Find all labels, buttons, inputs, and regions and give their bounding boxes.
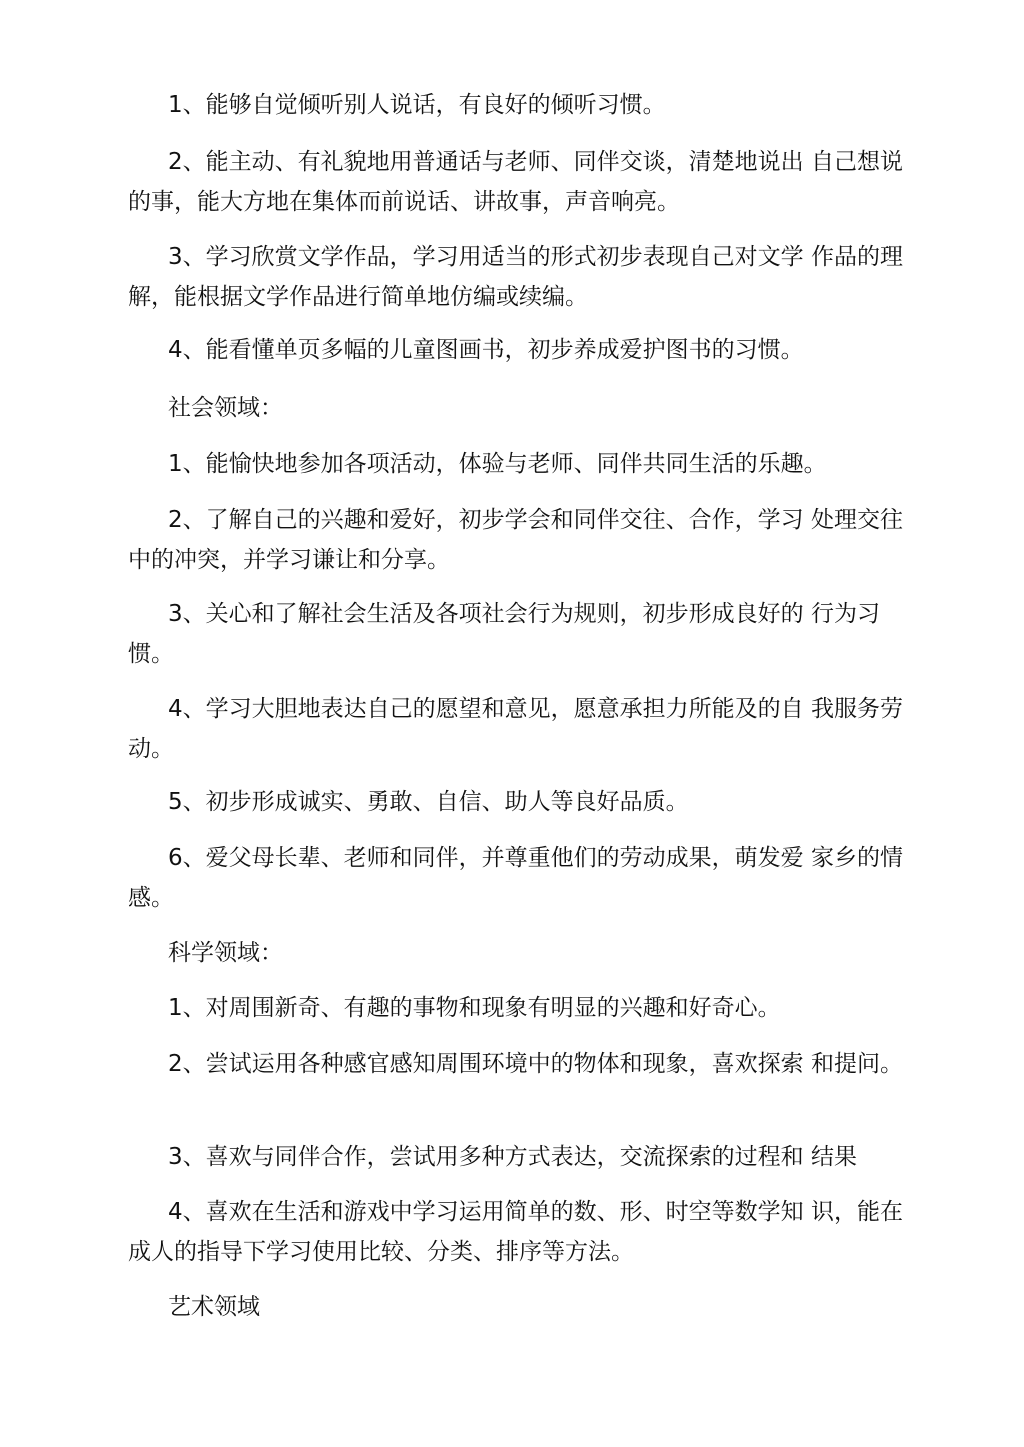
- language-item-2: 2、能主动、有礼貌地用普通话与老师、同伴交谈，清楚地说出 自己想说的事，能大方地在集体而前说话、讲故事，声音响亮。: [128, 149, 903, 215]
- science-item-3: 3、喜欢与同伴合作，尝试用多种方式表达，交流探索的过程和 结果: [168, 1144, 857, 1170]
- science-item-2: 2、尝试运用各种感官感知周围环境中的物体和现象，喜欢探索 和提问。: [168, 1051, 903, 1077]
- science-item-1: 1、对周围新奇、有趣的事物和现象有明显的兴趣和好奇心。: [168, 995, 781, 1021]
- social-item-6: 6、爱父母长辈、老师和同伴，并尊重他们的劳动成果，萌发爱 家乡的情感。: [128, 845, 903, 911]
- science-heading: 科学领域：: [168, 940, 283, 966]
- social-item-1: 1、能愉快地参加各项活动，体验与老师、同伴共同生活的乐趣。: [168, 451, 827, 477]
- social-item-2: 2、了解自己的兴趣和爱好，初步学会和同伴交往、合作，学习 处理交往中的冲突，并学习谦让和分享。: [128, 507, 903, 573]
- language-item-3: 3、学习欣赏文学作品，学习用适当的形式初步表现自己对文学 作品的理解，能根据文学作品进行简单地仿编或续编。: [128, 244, 903, 310]
- social-item-3: 3、关心和了解社会生活及各项社会行为规则，初步形成良好的 行为习惯。: [128, 601, 880, 667]
- language-item-1: 1、能够自觉倾听别人说话，有良好的倾听习惯。: [168, 92, 666, 118]
- social-item-5: 5、初步形成诚实、勇敢、自信、助人等良好品质。: [168, 789, 689, 815]
- language-item-4: 4、能看懂单页多幅的儿童图画书，初步养成爱护图书的习惯。: [168, 337, 804, 363]
- science-item-4: 4、喜欢在生活和游戏中学习运用简单的数、形、时空等数学知 识，能在成人的指导下学习使用比较、分类、排序等方法。: [128, 1199, 903, 1265]
- social-item-4: 4、学习大胆地表达自己的愿望和意见，愿意承担力所能及的自 我服务劳动。: [128, 696, 903, 762]
- art-heading: 艺术领域: [168, 1294, 260, 1320]
- social-heading: 社会领域：: [168, 395, 283, 421]
